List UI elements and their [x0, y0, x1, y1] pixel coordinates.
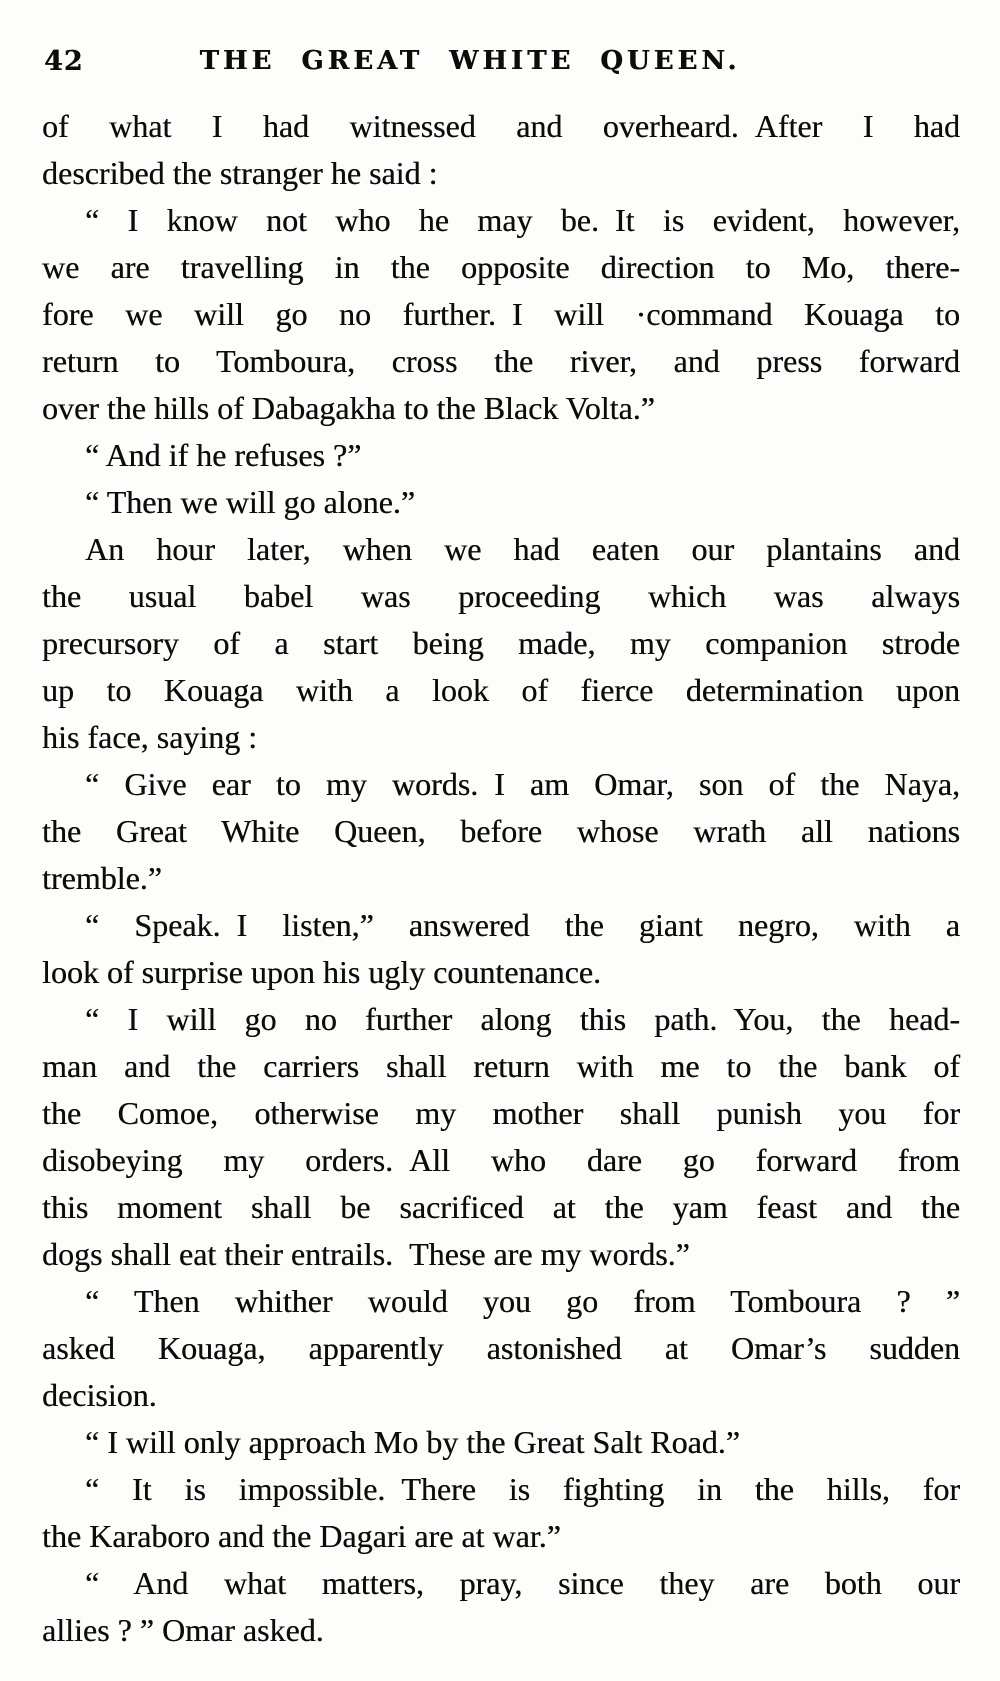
- text-line: return to Tomboura, cross the river, and press forward: [42, 343, 960, 379]
- text-line: the Karaboro and the Dagari are at war.”: [42, 1518, 561, 1554]
- text-line: of what I had witnessed and overheard. After I had: [42, 108, 960, 144]
- text-line: decision.: [42, 1377, 157, 1413]
- text-line: An hour later, when we had eaten our plantains and: [85, 531, 960, 567]
- body-text: [42, 103, 960, 1654]
- text-line: “ Then whither would you go from Tomboura ? ”: [85, 1283, 960, 1319]
- text-line: asked Kouaga, apparently astonished at Omar’s sudden: [42, 1330, 960, 1366]
- text-line: we are travelling in the opposite direction to Mo, there-: [42, 249, 960, 285]
- text-line: the Comoe, otherwise my mother shall punish you for: [42, 1095, 960, 1131]
- text-line: disobeying my orders. All who dare go forward from: [42, 1142, 960, 1178]
- text-line: dogs shall eat their entrails. These are my words.”: [42, 1236, 690, 1272]
- text-line: “ I will only approach Mo by the Great Salt Road.”: [85, 1424, 740, 1460]
- text-line: “ Give ear to my words. I am Omar, son of the Naya,: [85, 766, 960, 802]
- running-header: [0, 46, 1000, 80]
- text-line: “ Speak. I listen,” answered the giant negro, with a: [85, 907, 960, 943]
- text-line: allies ? ” Omar asked.: [42, 1612, 324, 1648]
- text-line: the usual babel was proceeding which was always: [42, 578, 960, 614]
- text-line: the Great White Queen, before whose wrath all nations: [42, 813, 960, 849]
- text-line: tremble.”: [42, 860, 162, 896]
- text-line: “ I will go no further along this path. You, the head-: [85, 1001, 960, 1037]
- text-line: “ Then we will go alone.”: [85, 484, 415, 520]
- text-line: “ And if he refuses ?”: [85, 437, 362, 473]
- text-line: fore we will go no further. I will ·command Kouaga to: [42, 296, 960, 332]
- text-line: man and the carriers shall return with me to the bank of: [42, 1048, 960, 1084]
- text-line: precursory of a start being made, my companion strode: [42, 625, 960, 661]
- running-header-title: THE GREAT WHITE QUEEN.: [199, 46, 741, 76]
- text-line: look of surprise upon his ugly countenance.: [42, 954, 601, 990]
- text-line: described the stranger he said :: [42, 155, 438, 191]
- text-line: “ It is impossible. There is fighting in the hills, for: [85, 1471, 960, 1507]
- page-number: 42: [44, 46, 84, 77]
- text-line: “ And what matters, pray, since they are both our: [85, 1565, 960, 1601]
- text-line: over the hills of Dabagakha to the Black Volta.”: [42, 390, 655, 426]
- text-line: his face, saying :: [42, 719, 258, 755]
- text-line: “ I know not who he may be. It is evident, however,: [85, 202, 960, 238]
- text-line: this moment shall be sacrificed at the yam feast and the: [42, 1189, 960, 1225]
- text-line: up to Kouaga with a look of fierce determination upon: [42, 672, 960, 708]
